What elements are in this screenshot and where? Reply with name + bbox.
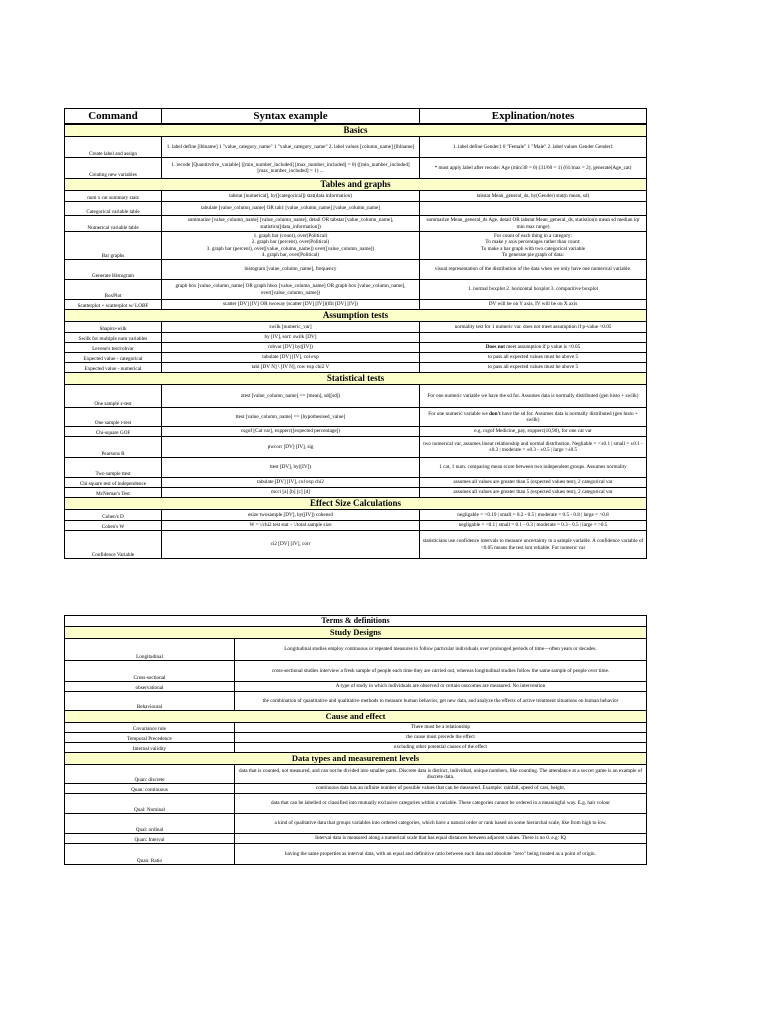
term-definition: Interval data is measured along a numerical scale that has equal distances between adjacent values. There is no 0. e.g: IQ (235, 834, 647, 844)
column-header-notes: Explination/notes (420, 109, 647, 125)
term-definition: continuous data has an infinite number of possible values that can be measured. Example: rainfall, speed of cars, height, (235, 784, 647, 794)
term-row (65, 692, 647, 711)
command-notes: e.g. csgof Medicine_pay, expperc(10,90), for one cat var (420, 427, 647, 437)
command-row (65, 488, 647, 498)
syntax-example: ci2 [DV] [IV], corr (162, 531, 420, 559)
command-name: Two sample ttest (65, 458, 162, 478)
command-notes: DV will be on Y axis, IV will be on X axis (420, 300, 647, 310)
term-definition: data that can be labelled or classified into mutually exclusive categories within a variable. These categories cannot be ordered in a meaningful way. E.g. hair colour (235, 794, 647, 814)
term-name: Quan: discrete (65, 765, 235, 784)
command-row (65, 531, 647, 559)
syntax-example: tabi [DV N] \ [IV N], row exp chi2 V (162, 363, 420, 373)
command-row (65, 158, 647, 179)
section-title: Basics (65, 124, 647, 137)
command-name: Scatterplot + scatterplot w/ LOBF (65, 300, 162, 310)
term-name: Behavioural (65, 692, 235, 711)
command-name: Categorical variable table (65, 202, 162, 216)
command-notes: assumes all values are greater than 5 (expected values test), 2 categorical var (420, 488, 647, 498)
command-notes: two numerical var, assumes linear relationship and normal distribution. Negliable = <±0.1 | small = ±0.1 - ±0.3 | moderate = ±0.3 - ±0.5 | large >±0.5 (420, 437, 647, 458)
command-name: Swilk for multiple num variables (65, 333, 162, 343)
syntax-example: scatter [DV] [IV] OR twoway (scatter [DV] [IV])(lfit [DV] [IV]) (162, 300, 420, 310)
command-name: Expected value - numerical (65, 363, 162, 373)
section-title: Effect Size Calculations (65, 498, 647, 510)
command-notes: Does not meet assumption if p value is <0.05 (420, 343, 647, 353)
column-header-command: Command (65, 109, 162, 125)
syntax-example: csgof [Cat var], expperc([expected percentage]) (162, 427, 420, 437)
command-notes (420, 202, 647, 216)
term-name: Qual: ordinal (65, 814, 235, 834)
terms-section-title: Cause and effect (65, 711, 647, 723)
terms-section-row (65, 753, 647, 765)
command-name: Expected value - categorical (65, 353, 162, 363)
section-header-row (65, 498, 647, 510)
command-name: McNemar's Test (65, 488, 162, 498)
syntax-example: robvar [DV] by([IV]) (162, 343, 420, 353)
command-name: BoxPlot (65, 280, 162, 300)
section-header-row (65, 124, 647, 137)
command-name: One sample t-test (65, 408, 162, 427)
syntax-example: ttest [DV], by([IV]) (162, 458, 420, 478)
command-row (65, 216, 647, 232)
term-row (65, 834, 647, 844)
command-name: Shapiro-wilk (65, 322, 162, 333)
command-row (65, 408, 647, 427)
column-header-syntax: Syntax example (162, 109, 420, 125)
command-name: Pearsons R (65, 437, 162, 458)
term-definition: the cause must precede the effect (235, 733, 647, 743)
section-title: Statistical tests (65, 373, 647, 385)
command-row (65, 385, 647, 408)
command-name: Cohen's D (65, 510, 162, 521)
term-name: Longitudinal (65, 639, 235, 661)
terms-section-title: Data types and measurement levels (65, 753, 647, 765)
command-row (65, 458, 647, 478)
term-definition: excluding other potential causes of the effect (235, 743, 647, 753)
command-row (65, 232, 647, 260)
term-row (65, 639, 647, 661)
term-name: Cross-sectional (65, 661, 235, 682)
command-notes: assumes all values are greater than 5 (expected values test), 2 categorical var (420, 478, 647, 488)
syntax-example: ttest [value_column_name] == [hypothesised_value] (162, 408, 420, 427)
command-notes: For count of each thing in a category: To make y axis percentages rather than count: To make a bar graph with two categorical variable To generate pie graph of data: (420, 232, 647, 260)
syntax-example: W = \/chi2 test stat ÷ \/total sample size (162, 521, 420, 531)
command-row (65, 353, 647, 363)
command-notes: visual representation of the distribution of the data when we only have one numerical variable. (420, 260, 647, 280)
command-row (65, 202, 647, 216)
term-name: Covariance rule (65, 723, 235, 733)
command-row (65, 363, 647, 373)
command-row (65, 280, 647, 300)
terms-section-title: Study Designs (65, 627, 647, 639)
syntax-example: graph box [value_column_name] OR graph hbox [value_column_name] OR graph box [value_column_name], over([value_column_name]) (162, 280, 420, 300)
command-notes: 1. label define Gender1 0 "Female" 1 "Male" 2. label values Gender Gender1 (420, 137, 647, 158)
term-row (65, 682, 647, 692)
section-header-row (65, 310, 647, 322)
term-row (65, 743, 647, 753)
terms-title-row (65, 616, 647, 627)
command-notes: negligable = <0.19 | small = 0.2 - 0.5 | moderate = 0.5 - 0.8 | large = >0.8 (420, 510, 647, 521)
command-name: Creating new variables (65, 158, 162, 179)
command-row (65, 510, 647, 521)
terms-title: Terms & definitions (65, 616, 647, 627)
syntax-example: esize twosample [DV], by([IV]) cohensd (162, 510, 420, 521)
syntax-example: swilk [numeric_var] (162, 322, 420, 333)
terms-table-body (65, 616, 647, 865)
section-header-row (65, 179, 647, 191)
command-notes: to pass all expected values must be above 5 (420, 363, 647, 373)
term-definition: Longitudinal studies employ continuous or repeated measures to follow particular individuals over prolonged periods of time—often years or decades. (235, 639, 647, 661)
term-definition: There must be a relationship (235, 723, 647, 733)
command-name: Create label and assign (65, 137, 162, 158)
syntax-example: pwcorr [DV] [IV], sig (162, 437, 420, 458)
terms-section-row (65, 711, 647, 723)
term-definition: data that is counted, not measured, and can not be divided into smaller parts. Discrete data is distinct, individual, unique numbers, like counting. The attendance at a soccer game is an example of discrete data. (235, 765, 647, 784)
term-definition: cross-sectional studies interview a fresh sample of people each time they are carried out, whereas longitudinal studies follow the same sample of people over time. (235, 661, 647, 682)
syntax-example: 1. recode [Quantitvtive_variable] ([min_number_included] [max_number_included] = 0) ([min_number_included] [max_number_included] = 1) ... (162, 158, 420, 179)
term-row (65, 784, 647, 794)
command-name: Cohen's W (65, 521, 162, 531)
term-row (65, 765, 647, 784)
term-row (65, 733, 647, 743)
syntax-example: tabstat [numerical], by([categorical]) stat(data information) (162, 191, 420, 202)
terms-definitions-table (64, 615, 647, 865)
command-row (65, 333, 647, 343)
command-notes: negligable = <0.1 | small = 0.1 - 0.3 | moderate = 0.3 - 0.5 | large = >0.5 (420, 521, 647, 531)
term-row (65, 661, 647, 682)
command-row (65, 478, 647, 488)
term-name: Quan: continuous (65, 784, 235, 794)
command-name: Chi square test of independence (65, 478, 162, 488)
command-notes: to pass all expected values must be above 5 (420, 353, 647, 363)
command-notes: normality test for 1 numeric var. does not meet assumption if p-value <0.05 (420, 322, 647, 333)
term-definition: a kind of qualitative data that groups variables into ordered categories, which have a natural order or rank based on some hierarchal scale, like from high to low. (235, 814, 647, 834)
section-header-row (65, 373, 647, 385)
term-name: Quan: Ratio (65, 844, 235, 865)
command-row (65, 343, 647, 353)
syntax-example: tabulate [value_column_name] OR tab1 [value_column_name] [value_column_name] (162, 202, 420, 216)
term-definition: the combination of quantitative and qualitative methods to measure human behavior, get new data, and analyze the effects of active treatment situations on human behavior (235, 692, 647, 711)
command-notes (420, 333, 647, 343)
command-row (65, 260, 647, 280)
term-definition: having the same properties as interval data, with an equal and definitive ratio between each data and absolute "zero" being treated as a point of origin. (235, 844, 647, 865)
syntax-example: tabulate [DV] [IV], col exp chi2 (162, 478, 420, 488)
term-name: Quan: Interval (65, 834, 235, 844)
section-title: Tables and graphs (65, 179, 647, 191)
syntax-example: tabulate [DV] [IV], col exp (162, 353, 420, 363)
notes-emphasis: Does not (485, 344, 505, 351)
term-name: Internal validity (65, 743, 235, 753)
term-row (65, 723, 647, 733)
command-name: Chi-square GOF (65, 427, 162, 437)
term-row (65, 844, 647, 865)
syntax-example: 1. label define [lblname] 1 "value_category_name" 1 "value_category_name" 2. label values [column_name] [lblname] (162, 137, 420, 158)
syntax-example: summarize [value_column_name] [value_column_name], detail OR tabstat [value_column_name], statistics([data_information]) (162, 216, 420, 232)
command-notes: For one numeric variable we have the sd for. Assumes data is normally distributed (gen histo + swilk) (420, 385, 647, 408)
command-row (65, 322, 647, 333)
term-row (65, 814, 647, 834)
section-title: Assumption tests (65, 310, 647, 322)
command-name: Confidence Variable (65, 531, 162, 559)
column-header-row (65, 109, 647, 125)
term-definition: A type of study in which individuals are observed or certain outcomes are measured. No intervention (235, 682, 647, 692)
command-notes: * must apply label after recode: Age (min/30 = 0) (31/60 = 1) (61/max = 2), generate(Age_cat) (420, 158, 647, 179)
command-table-body (65, 124, 647, 559)
syntax-example: histogram [value_column_name], frequency (162, 260, 420, 280)
term-row (65, 794, 647, 814)
command-name: Bar graphs (65, 232, 162, 260)
command-notes: tabstat Mean_general_ds, by(Gender) stat(n mean, sd) (420, 191, 647, 202)
command-row (65, 137, 647, 158)
command-row (65, 437, 647, 458)
command-name: Generate Histogram (65, 260, 162, 280)
term-name: Qual: Nominal (65, 794, 235, 814)
notes-emphasis: don't (489, 410, 501, 417)
command-row (65, 521, 647, 531)
command-row (65, 427, 647, 437)
command-name: num x cat summary stats (65, 191, 162, 202)
command-notes: summarize Mean_general_ds Age, detail OR tabstat Mean_general_ds, statistics(n mean sd median iqr min max range) (420, 216, 647, 232)
command-row (65, 300, 647, 310)
term-name: Temporal Precedence (65, 733, 235, 743)
syntax-example: 1. graph bar (count), over(Political) 2. graph bar (percent), over(Political) 3. graph bar (percent), over([value_column_name]) over([value_column_name]) 4. graph bar, over(Political) (162, 232, 420, 260)
command-name: Levene's test/robvar (65, 343, 162, 353)
syntax-example: mcci [a] [b] [c] [d] (162, 488, 420, 498)
command-notes: For one numeric variable we don't have the sd for. Assumes data is normally distributed (gen histo + swilk) (420, 408, 647, 427)
syntax-example: by [IV], sort: swilk [DV] (162, 333, 420, 343)
terms-section-row (65, 627, 647, 639)
command-notes: 1. normal boxplot 2. horizontal boxplot 3. comparitive boxplot (420, 280, 647, 300)
command-name: One sample z-test (65, 385, 162, 408)
term-name: observational (65, 682, 235, 692)
command-name: Numerical variable table (65, 216, 162, 232)
syntax-example: ztest [value_column_name] == [mean], sd([sd]) (162, 385, 420, 408)
command-row (65, 191, 647, 202)
command-notes: 1 cat, 1 num. comparing mean score between two independent groups. Assumes normality (420, 458, 647, 478)
command-notes: statisticians use confidence intervals to measure uncertainty in a sample variable. A confidence variable of <0.05 means the test isnt reliable. For numeric var (420, 531, 647, 559)
command-reference-table (64, 108, 647, 559)
